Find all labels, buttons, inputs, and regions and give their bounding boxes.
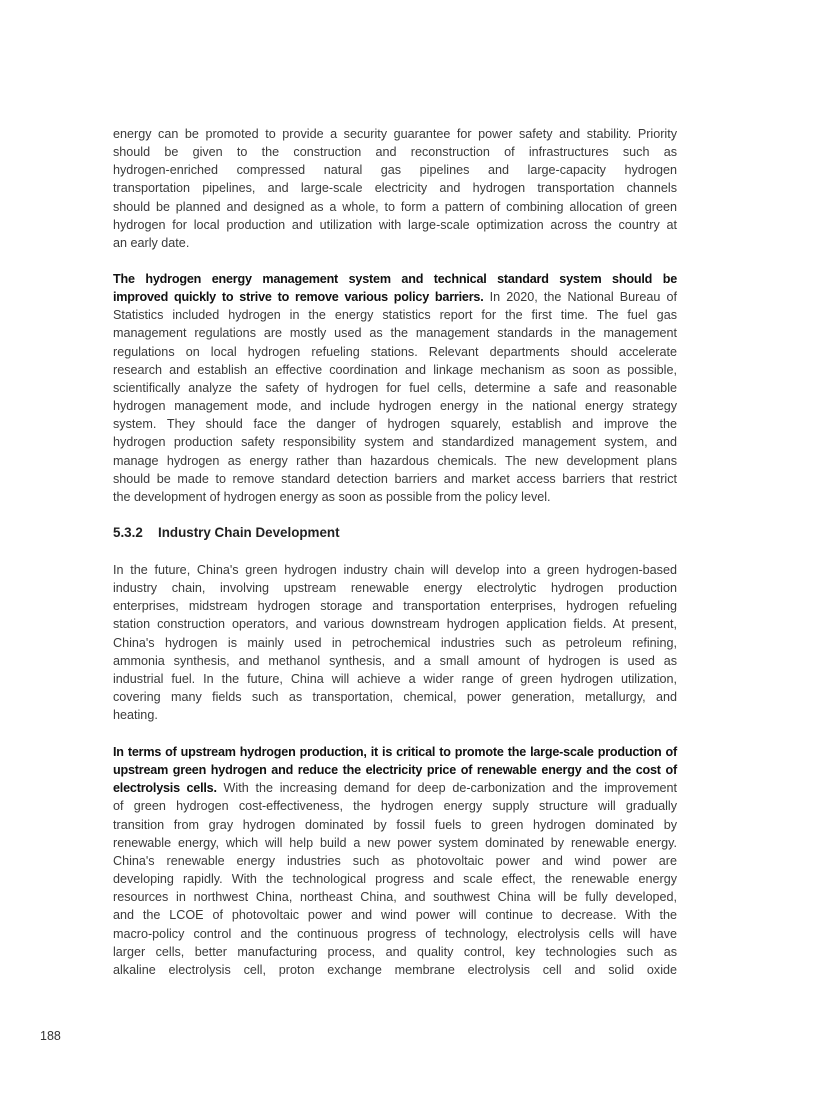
body-text: In 2020, the National Bureau of [483, 290, 677, 305]
body-text: of green hydrogen cost-effectiveness, the hydrogen energy supply structure will gradually [113, 799, 677, 814]
text-line [113, 415, 677, 433]
bold-lead-text: upstream green hydrogen and reduce the electricity price of renewable energy and the cost of [113, 763, 677, 778]
text-line [113, 361, 677, 379]
text-line [113, 452, 677, 470]
body-text: an early date. [113, 235, 190, 250]
text-line [113, 834, 677, 852]
text-line [113, 397, 677, 415]
text-line [113, 379, 677, 397]
body-text: With the increasing demand for deep de-carbonization and the improvement [216, 781, 677, 796]
text-line [113, 870, 677, 888]
body-text: hydrogen for local production and utilization with large-scale optimization across the country at [113, 217, 677, 232]
text-line [113, 688, 677, 706]
text-line [113, 761, 677, 779]
section-title: Industry Chain Development [158, 525, 340, 540]
text-line [113, 433, 677, 451]
body-text: and the LCOE of photovoltaic power and wind power will continue to decrease. With the [113, 908, 677, 923]
text-line [113, 343, 677, 361]
text-line [113, 652, 677, 670]
paragraph-industry-chain [113, 561, 677, 724]
text-line [113, 161, 677, 179]
paragraph-management-system [113, 270, 677, 506]
body-text: developing rapidly. With the technological progress and scale effect, the renewable energy [113, 872, 677, 887]
text-line [113, 270, 677, 288]
body-text: research and establish an effective coordination and linkage mechanism as soon as possible, [113, 362, 677, 377]
body-text: station construction operators, and various downstream hydrogen application fields. At present, [113, 617, 677, 632]
text-line [113, 925, 677, 943]
body-text: larger cells, better manufacturing process, and quality control, key technologies such as [113, 944, 677, 959]
body-text: alkaline electrolysis cell, proton exchange membrane electrolysis cell and solid oxide [113, 962, 677, 977]
text-line [113, 561, 677, 579]
body-text: scientifically analyze the safety of hydrogen for fuel cells, determine a safe and reasonable [113, 380, 677, 395]
section-number: 5.3.2 [113, 525, 143, 540]
body-text: In the future, China's green hydrogen industry chain will develop into a green hydrogen-based [113, 563, 677, 577]
body-text: Statistics included hydrogen in the energy statistics report for the first time. The fuel gas [113, 308, 677, 323]
text-line [113, 579, 677, 597]
text-line [113, 743, 677, 761]
body-text: system. They should face the danger of hydrogen squarely, establish and improve the [113, 417, 677, 432]
body-text: ammonia synthesis, and methanol synthesis, and a small amount of hydrogen is used as [113, 653, 677, 668]
text-line [113, 306, 677, 324]
body-text: covering many fields such as transportation, chemical, power generation, metallurgy, and [113, 690, 677, 705]
text-line [113, 216, 677, 234]
section-heading [113, 525, 340, 540]
text-line [113, 779, 677, 797]
body-text: enterprises, midstream hydrogen storage and transportation enterprises, hydrogen refueling [113, 599, 677, 614]
text-line [113, 143, 677, 161]
body-text: hydrogen-enriched compressed natural gas pipelines and large-capacity hydrogen [113, 163, 677, 178]
body-text: should be given to the construction and reconstruction of infrastructures such as [113, 145, 677, 160]
text-line [113, 597, 677, 615]
body-text: transition from gray hydrogen dominated by fossil fuels to green hydrogen dominated by [113, 817, 677, 832]
text-line [113, 288, 677, 306]
text-line [113, 670, 677, 688]
text-line [113, 198, 677, 216]
body-text: transportation pipelines, and large-scale electricity and hydrogen transportation channels [113, 181, 677, 196]
body-text: hydrogen management mode, and include hydrogen energy in the national energy strategy [113, 399, 677, 414]
body-text: macro-policy control and the continuous progress of technology, electrolysis cells will have [113, 926, 677, 941]
text-line [113, 706, 677, 724]
body-text: industrial fuel. In the future, China will achieve a wider range of green hydrogen utilization, [113, 671, 677, 686]
text-line [113, 888, 677, 906]
bold-lead-text: electrolysis cells. [113, 781, 217, 796]
body-text: hydrogen production safety responsibility system and standardized management system, and [113, 435, 677, 450]
paragraph-upstream-production [113, 743, 677, 979]
text-line [113, 488, 677, 506]
text-line [113, 634, 677, 652]
body-text: China's hydrogen is mainly used in petrochemical industries such as petroleum refining, [113, 635, 677, 650]
body-text: regulations on local hydrogen refueling stations. Relevant departments should accelerate [113, 344, 677, 359]
body-text: industry chain, involving upstream renewable energy electrolytic hydrogen production [113, 581, 677, 596]
body-text: heating. [113, 708, 158, 723]
bold-lead-text: The hydrogen energy management system and technical standard system should be [113, 272, 677, 286]
text-line [113, 470, 677, 488]
body-text: management regulations are mostly used as the management standards in the management [113, 326, 677, 341]
body-text: resources in northwest China, northeast China, and southwest China will be fully developed, [113, 890, 677, 905]
text-line [113, 943, 677, 961]
text-line [113, 816, 677, 834]
bold-lead-text: In terms of upstream hydrogen production, it is critical to promote the large-scale production of [113, 745, 677, 759]
paragraph-infrastructure [113, 125, 677, 252]
body-text: China's renewable energy industries such as photovoltaic power and wind power are [113, 853, 677, 868]
text-line [113, 906, 677, 924]
body-text: energy can be promoted to provide a security guarantee for power safety and stability. Priority [113, 127, 677, 141]
text-line [113, 797, 677, 815]
text-line [113, 324, 677, 342]
text-line [113, 125, 677, 143]
text-line [113, 852, 677, 870]
text-line [113, 615, 677, 633]
bold-lead-text: improved quickly to strive to remove various policy barriers. [113, 290, 484, 305]
body-text: the development of hydrogen energy as soon as possible from the policy level. [113, 489, 551, 504]
text-line [113, 961, 677, 979]
body-text: renewable energy, which will help build a new power system dominated by renewable energy. [113, 835, 677, 850]
text-line [113, 179, 677, 197]
body-text: should be made to remove standard detection barriers and market access barriers that restrict [113, 471, 677, 486]
text-line [113, 234, 677, 252]
body-text: manage hydrogen as energy rather than hazardous chemicals. The new development plans [113, 453, 677, 468]
body-text: should be planned and designed as a whole, to form a pattern of combining allocation of green [113, 199, 677, 214]
page-number: 188 [40, 1029, 61, 1043]
